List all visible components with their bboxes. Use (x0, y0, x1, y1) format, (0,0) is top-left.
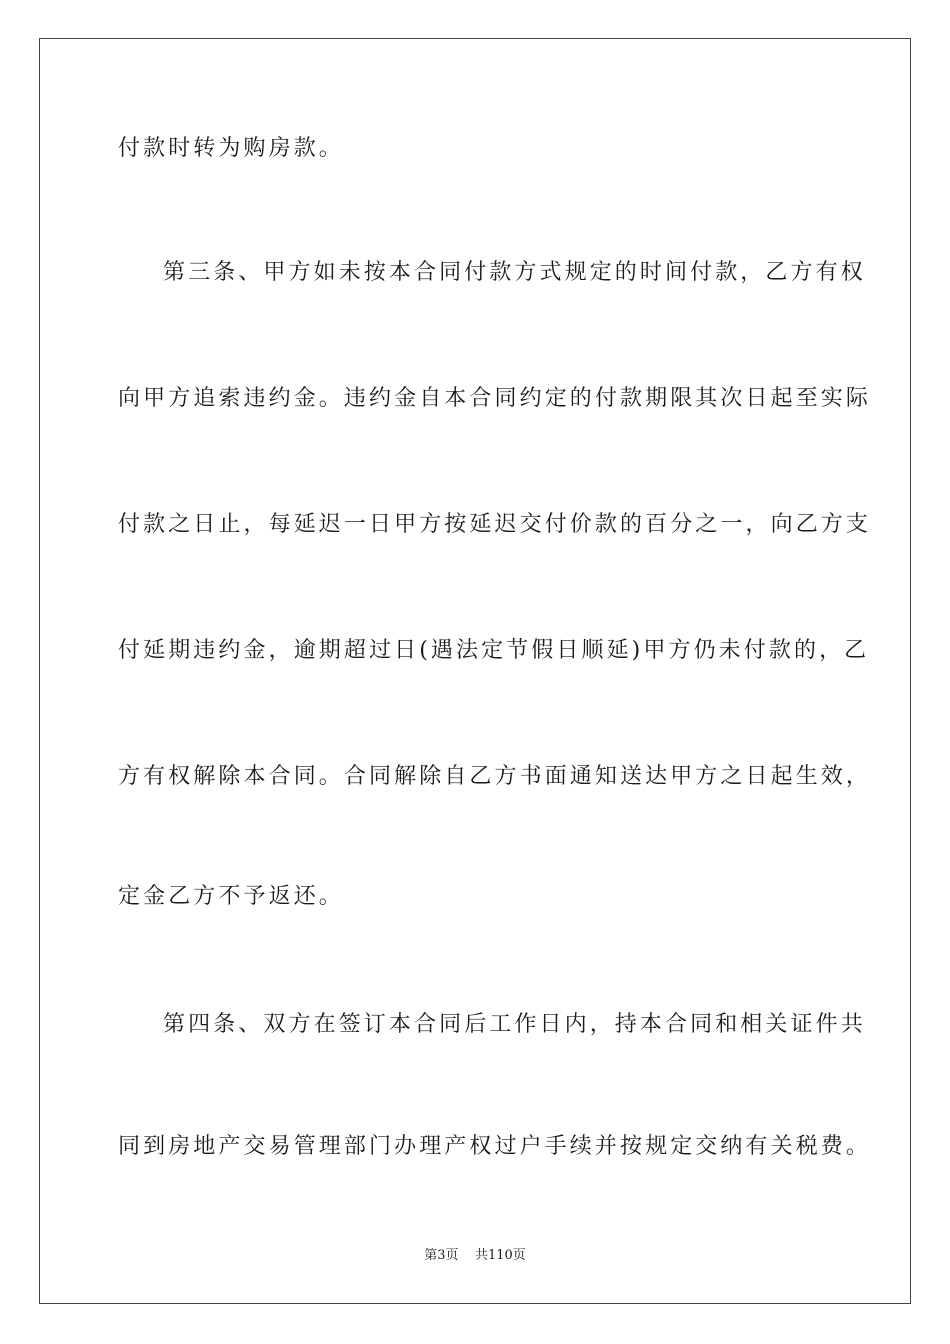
text-line: 定金乙方不予返还。 (118, 884, 344, 909)
text-line: 付款之日止，每延迟一日甲方按延迟交付价款的百分之一，向乙方支 (118, 512, 872, 537)
text-line: 第四条、双方在签订本合同后工作日内，持本合同和相关证件共 (163, 1012, 866, 1037)
text-line: 向甲方追索违约金。违约金自本合同约定的付款期限其次日起至实际 (118, 386, 872, 411)
text-line: 同到房地产交易管理部门办理产权过户手续并按规定交纳有关税费。 (118, 1134, 872, 1159)
text-line: 第三条、甲方如未按本合同付款方式规定的时间付款，乙方有权 (163, 260, 866, 285)
page-number-footer: 第3页 共110页 (424, 1248, 526, 1263)
text-line: 付延期违约金，逾期超过日(遇法定节假日顺延)甲方仍未付款的，乙 (118, 638, 870, 663)
text-line: 方有权解除本合同。合同解除自乙方书面通知送达甲方之日起生效， (118, 764, 872, 789)
text-line: 付款时转为购房款。 (118, 136, 344, 161)
page-border (39, 38, 911, 1304)
